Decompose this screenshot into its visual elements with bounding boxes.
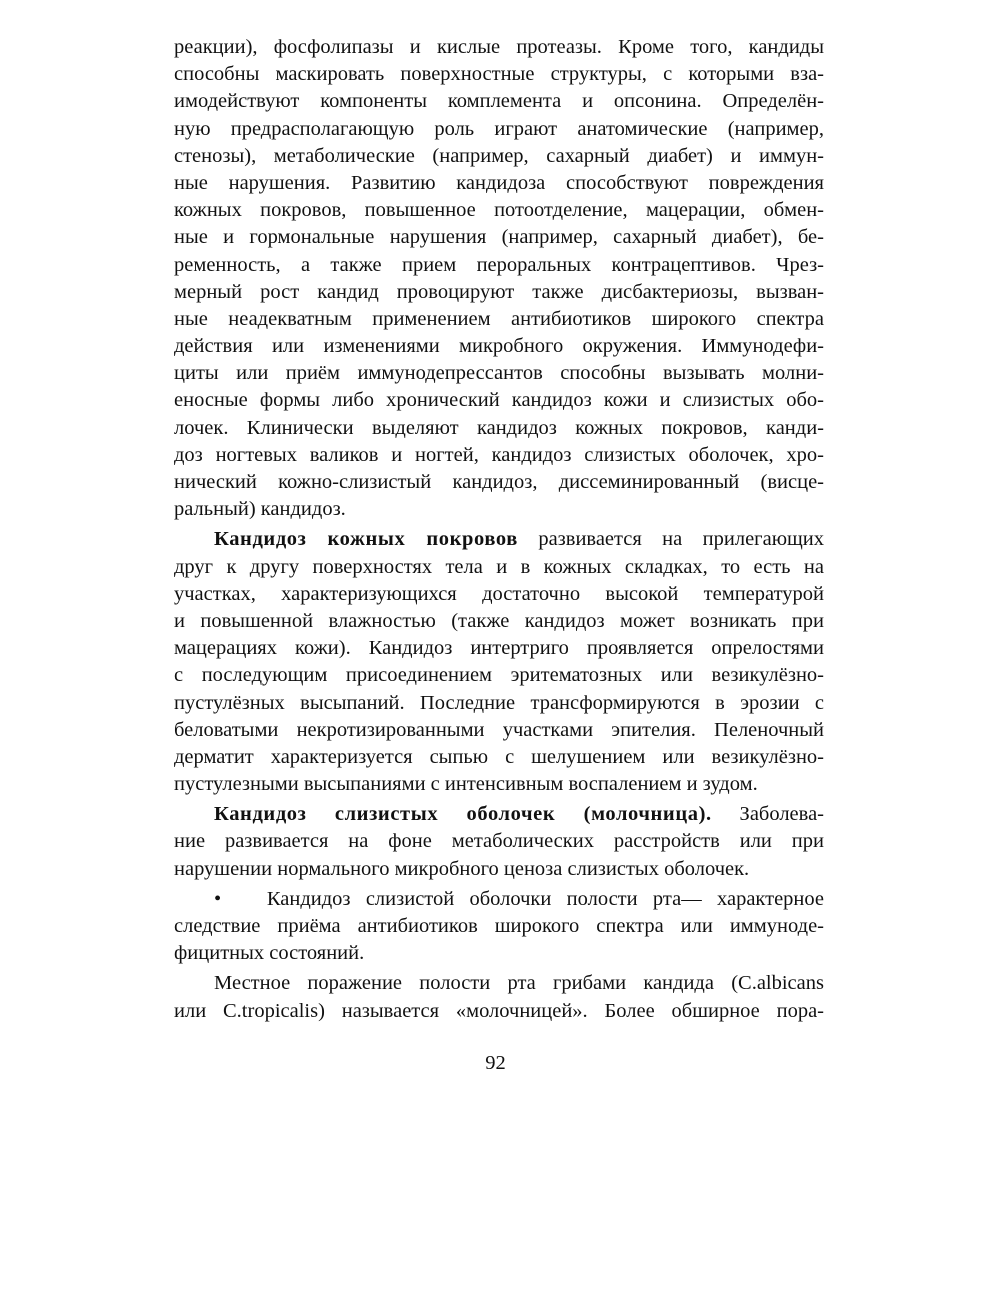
text-line: нический кожно-слизистый кандидоз, диссеминированный (висце- [174, 471, 824, 493]
bullet-item [174, 886, 824, 968]
text-line: Местное поражение полости рта грибами кандида (C.albicans [214, 972, 824, 995]
paragraph-1 [174, 34, 824, 523]
text-line: с последующим присоединением эритематозных или везикулёзно- [174, 664, 824, 687]
text-line: ние развивается на фоне метаболических расстройств или при [174, 830, 824, 853]
text-line: ральный) кандидоз. [174, 498, 346, 521]
text-line: пустулезными высыпаниями с интенсивным воспалением и зудом. [174, 773, 758, 796]
page-number: 92 [485, 1052, 506, 1074]
text-line: и повышенной влажностью (также кандидоз может возникать при [174, 609, 824, 632]
text-line: ную предрасполагающую роль играют анатомические (например, [174, 117, 824, 140]
text-line: или C.tropicalis) называется «молочницей». Более обширное пора- [174, 999, 824, 1022]
text-fragment: Кандидоз слизистой оболочки полости рта— характерное [266, 887, 824, 910]
text-line: ные нарушения. Развитию кандидоза способствуют повреждения [174, 171, 824, 194]
text-line: циты или приём иммунодепрессантов способны вызывать молни- [174, 362, 824, 385]
text-line: способны маскировать поверхностные структуры, с которыми вза- [174, 63, 824, 86]
text-line: ные и гормональные нарушения (например, сахарный диабет), бе- [174, 226, 824, 249]
section-heading-skin: Кандидоз кожных покровов [214, 528, 518, 551]
text-line: нарушении нормального микробного ценоза слизистых оболочек. [174, 857, 750, 880]
text-line [174, 526, 824, 553]
paragraph-3 [174, 801, 824, 883]
text-line: друг к другу поверхностях тела и в кожных складках, то есть на [174, 555, 824, 578]
body-text [174, 34, 824, 1025]
text-line: имодействуют компоненты комплемента и опсонина. Определён- [174, 90, 824, 113]
bullet-icon: • [214, 887, 222, 910]
text-fragment: развивается на прилегающих [517, 528, 825, 551]
text-line: мерный рост кандид провоцируют также дисбактериозы, вызван- [174, 280, 824, 303]
section-heading-mucosa: Кандидоз слизистых оболочек (молочница). [214, 803, 712, 826]
paragraph-2 [174, 526, 824, 798]
text-line: беловатыми некротизированными участками эпителия. Пеленочный [174, 718, 824, 741]
text-line: фицитных состояний. [174, 942, 365, 965]
text-line: пустулёзных высыпаний. Последние трансформируются в эрозии с [174, 691, 824, 714]
text-line: действия или изменениями микробного окружения. Иммунодефи- [174, 335, 824, 358]
text-line: дерматит характеризуется сыпью с шелушением или везикулёзно- [174, 745, 824, 768]
bullet-line [174, 886, 824, 913]
text-fragment: Заболева- [711, 803, 824, 826]
text-line [174, 801, 824, 828]
text-line: еносные формы либо хронический кандидоз кожи и слизистых обо- [174, 389, 824, 412]
text-line: доз ногтевых валиков и ногтей, кандидоз слизистых оболочек, хро- [174, 443, 824, 466]
text-line: мацерациях кожи). Кандидоз интертриго проявляется опрелостями [174, 637, 824, 660]
text-line: лочек. Клинически выделяют кандидоз кожных покровов, канди- [174, 416, 824, 439]
text-line: ременность, а также прием пероральных контрацептивов. Чрез- [174, 253, 824, 276]
text-line: реакции), фосфолипазы и кислые протеазы. Кроме того, кандиды [174, 36, 824, 58]
text-line: ные неадекватным применением антибиотиков широкого спектра [174, 307, 824, 330]
text-line: участках, характеризующихся достаточно высокой температурой [174, 582, 824, 605]
text-line: кожных покровов, повышенное потоотделение, мацерации, обмен- [174, 199, 824, 222]
text-line: стенозы), метаболические (например, сахарный диабет) и иммун- [174, 144, 824, 167]
text-line: следствие приёма антибиотиков широкого спектра или иммуноде- [174, 915, 824, 937]
paragraph-4 [174, 970, 824, 1024]
